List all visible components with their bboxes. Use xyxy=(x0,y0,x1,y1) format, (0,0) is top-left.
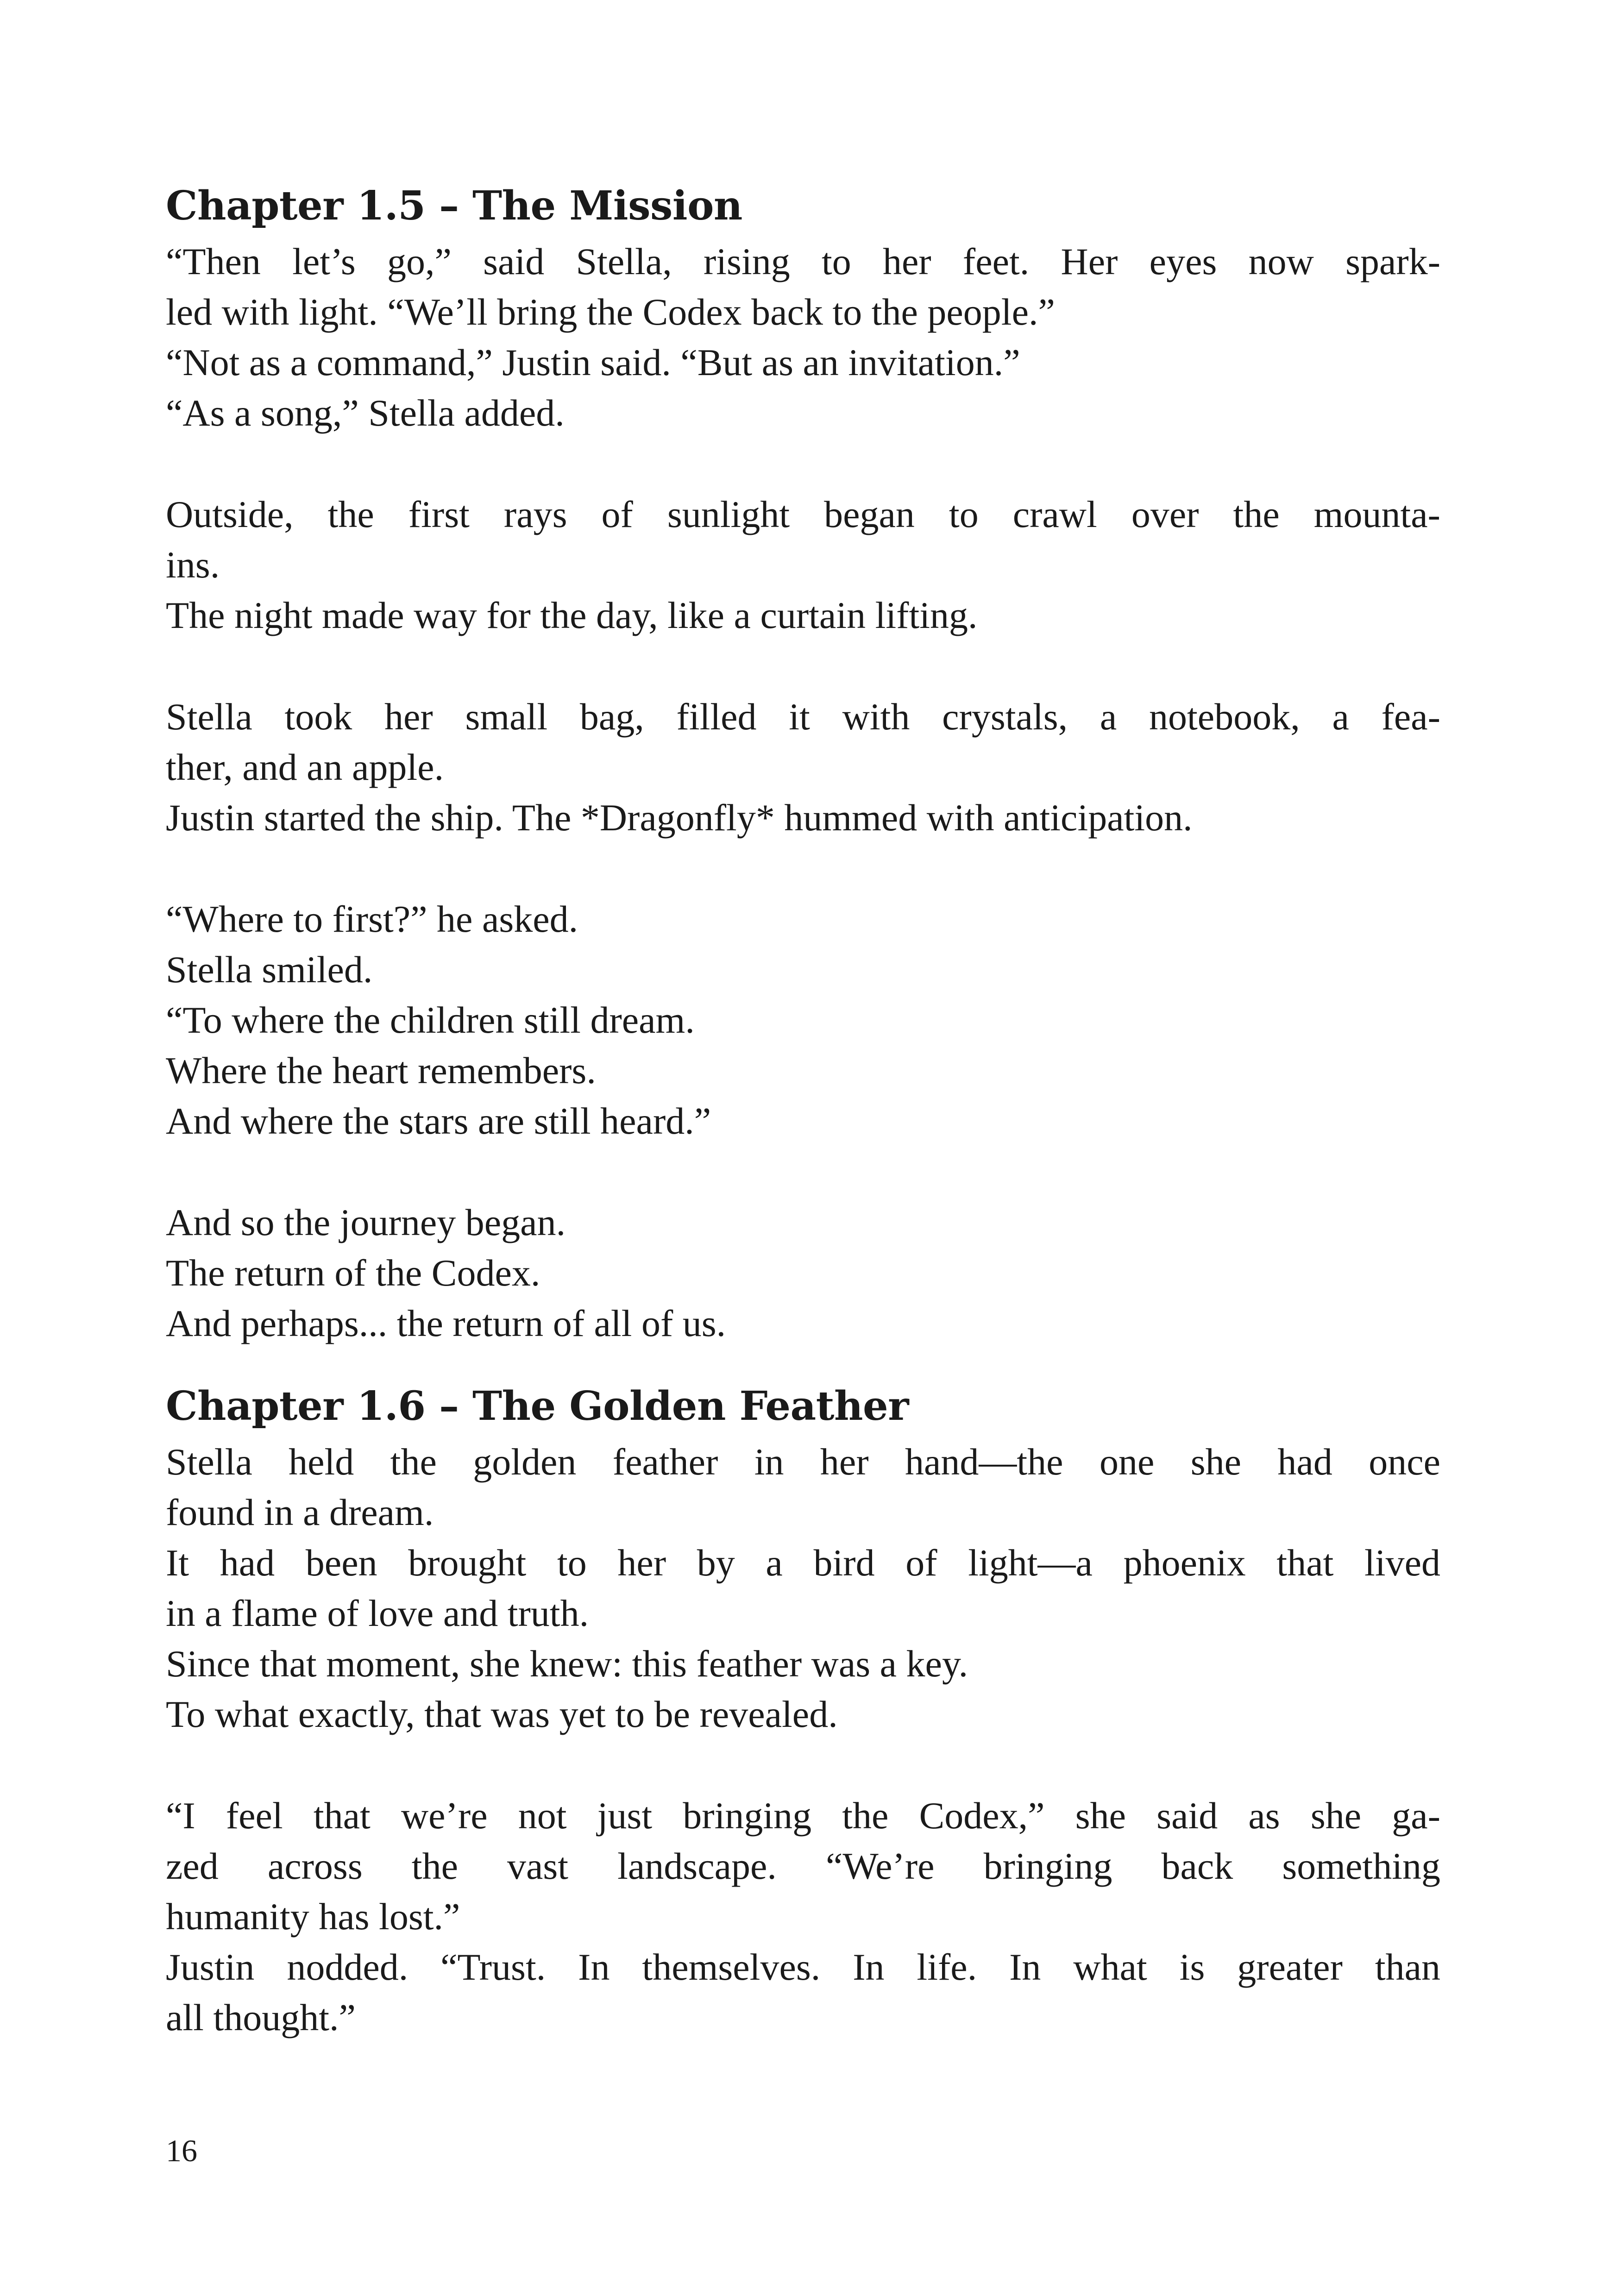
paragraph xyxy=(166,691,1440,843)
page-number: 16 xyxy=(166,2133,197,2168)
text-line: all thought.” xyxy=(166,1996,356,2039)
text-line: Where the heart remembers. xyxy=(166,1049,596,1092)
paragraph xyxy=(166,236,1440,438)
page-body xyxy=(166,181,1440,2094)
text-line: led with light. “We’ll bring the Codex back to the people.” xyxy=(166,291,1055,333)
paragraph xyxy=(166,1437,1440,1739)
chapter-title: Chapter 1.5 – The Mission xyxy=(166,182,742,229)
text-line: found in a dream. xyxy=(166,1491,434,1533)
text-line: The night made way for the day, like a curtain lifting. xyxy=(166,594,978,636)
text-line: “Not as a command,” Justin said. “But as an invitation.” xyxy=(166,341,1020,383)
text-line: ther, and an apple. xyxy=(166,746,444,788)
text-line: “Where to first?” he asked. xyxy=(166,898,578,940)
text-line: Stella held the golden feather in her hand—the one she had once xyxy=(166,1441,1440,1483)
paragraph xyxy=(166,1197,1440,1349)
paragraph xyxy=(166,1790,1440,2043)
text-line: “I feel that we’re not just bringing the Codex,” she said as she ga- xyxy=(166,1794,1440,1837)
text-line: Justin started the ship. The *Dragonfly* hummed with anticipation. xyxy=(166,797,1193,839)
text-line: “As a song,” Stella added. xyxy=(166,392,565,434)
text-line: And so the journey began. xyxy=(166,1201,566,1243)
text-line: To what exactly, that was yet to be revealed. xyxy=(166,1693,838,1735)
chapter-section xyxy=(166,1381,1440,2043)
text-line: The return of the Codex. xyxy=(166,1252,540,1294)
text-line: “Then let’s go,” said Stella, rising to her feet. Her eyes now spark- xyxy=(166,240,1440,282)
text-line: Justin nodded. “Trust. In themselves. In life. In what is greater than xyxy=(166,1946,1440,1988)
text-line: And perhaps... the return of all of us. xyxy=(166,1302,726,1344)
text-line: in a flame of love and truth. xyxy=(166,1592,589,1634)
text-line: And where the stars are still heard.” xyxy=(166,1100,711,1142)
text-line: Since that moment, she knew: this feather was a key. xyxy=(166,1643,968,1685)
text-line: “To where the children still dream. xyxy=(166,999,695,1041)
text-line: zed across the vast landscape. “We’re bringing back something xyxy=(166,1845,1440,1887)
paragraph xyxy=(166,894,1440,1146)
text-line: Stella smiled. xyxy=(166,948,373,991)
text-line: humanity has lost.” xyxy=(166,1895,460,1938)
text-line: Stella took her small bag, filled it with crystals, a notebook, a fea- xyxy=(166,696,1440,738)
text-line: It had been brought to her by a bird of light—a phoenix that lived xyxy=(166,1542,1440,1584)
text-line: ins. xyxy=(166,544,220,586)
paragraph xyxy=(166,489,1440,640)
chapter-title: Chapter 1.6 – The Golden Feather xyxy=(166,1383,909,1430)
chapter-section xyxy=(166,181,1440,1349)
text-line: Outside, the first rays of sunlight began to crawl over the mounta- xyxy=(166,493,1440,535)
